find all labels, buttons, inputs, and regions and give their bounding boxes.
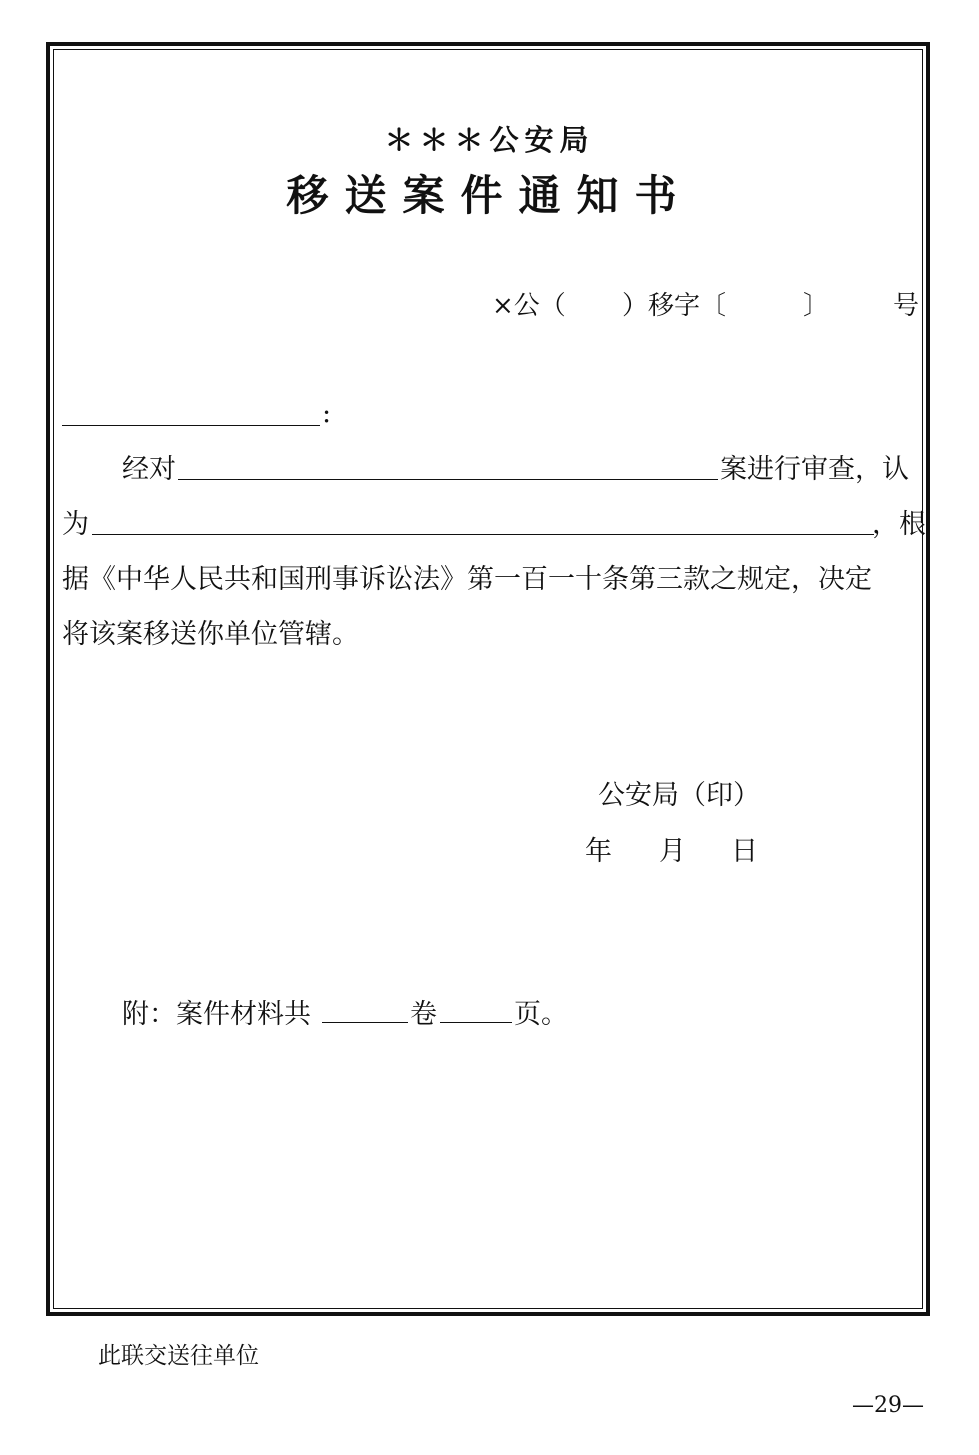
attachment-end: 页。 (514, 999, 568, 1030)
body-line3: 据《中华人民共和国刑事诉讼法》第一百一十条第三款之规定，决定 (62, 564, 872, 595)
page-count-blank[interactable] (440, 1022, 512, 1023)
attachment-start: 附：案件材料共 (122, 999, 311, 1030)
body-line4: 将该案移送你单位管辖。 (62, 619, 359, 650)
body-line1-end: 案进行审查，认 (720, 454, 909, 485)
agency-name: ＊＊＊公安局 (384, 123, 595, 157)
case-name-blank[interactable] (178, 479, 718, 480)
page-number: —29— (852, 1393, 924, 1418)
recipient-blank[interactable] (62, 425, 320, 426)
inner-border (53, 49, 923, 1309)
date-year: 年 (585, 836, 612, 867)
date-day: 日 (731, 836, 758, 867)
date-month: 月 (659, 836, 686, 867)
signature-org: 公安局（印） (598, 780, 760, 811)
recipient-colon: : (322, 398, 332, 429)
volume-count-blank[interactable] (322, 1022, 408, 1023)
reason-blank[interactable] (92, 534, 874, 535)
serial-prefix: ×公（ (492, 291, 566, 321)
copy-destination-note: 此联交送往单位 (98, 1343, 259, 1369)
serial-suffix: 号 (893, 291, 920, 321)
serial-end: 〕 (803, 291, 830, 321)
serial-mid: ）移字〔 (622, 291, 727, 321)
body-line1-start: 经对 (122, 454, 176, 485)
document-title: 移送案件通知书 (286, 171, 693, 220)
body-line2-end: ，根 (872, 509, 926, 540)
attachment-mid: 卷 (410, 999, 437, 1030)
body-line2-start: 为 (62, 509, 89, 540)
